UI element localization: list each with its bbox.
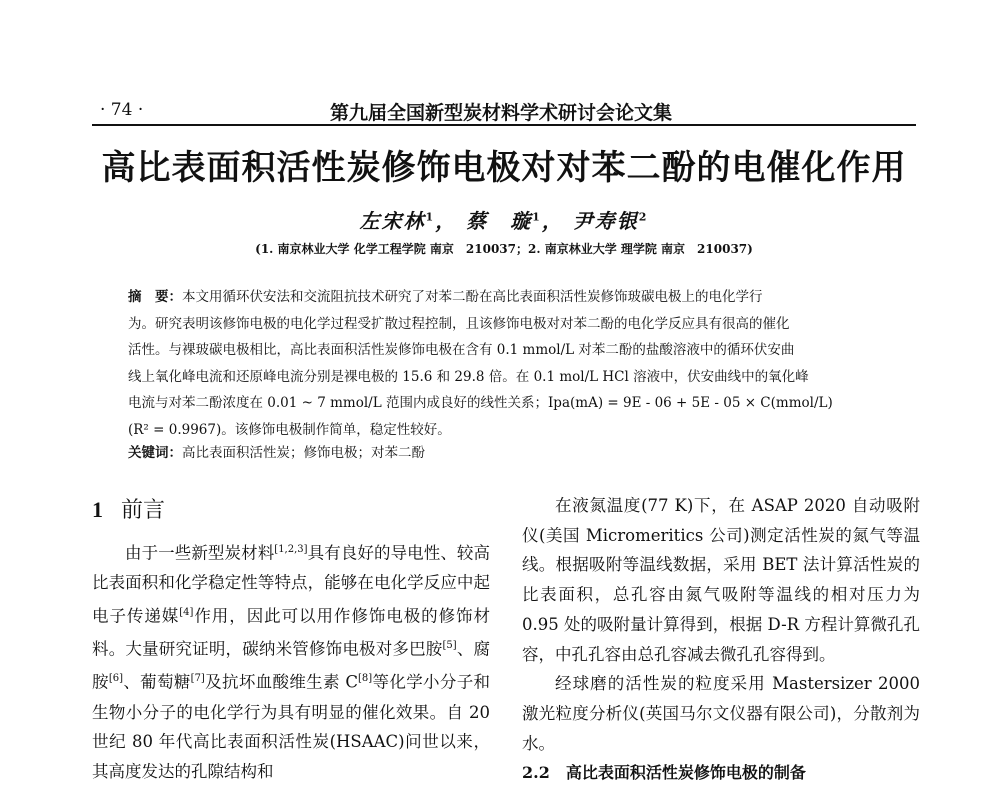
- body-text: 等化学小分子和生物小分子的电化学行为具有明显的催化效果。自 20 世纪 80 年代高比表面积活性炭(HSAAC)问世以来，其高度发达的孔隙结构和: [92, 672, 491, 781]
- author-name: 尹寿银: [572, 209, 639, 233]
- affiliation: (1. 南京林业大学 化学工程学院 南京 210037；2. 南京林业大学 理学院 南京 210037): [255, 242, 753, 256]
- running-title: 第九届全国新型炭材料学术研讨会论文集: [330, 102, 673, 124]
- body-text: 作用，因此可以用作修饰电极的修饰材料。大量研究证明，碳纳米管修饰电极对多巴胺: [92, 606, 491, 659]
- abstract-line: (R² = 0.9967)。该修饰电极制作简单，稳定性较好。: [128, 421, 451, 438]
- abstract-line: 本文用循环伏安法和交流阻抗技术研究了对苯二酚在高比表面积活性炭修饰玻碳电极上的电化学行: [182, 289, 763, 305]
- left-column: [92, 535, 490, 787]
- author-list: [92, 205, 916, 234]
- abstract-line: 为。研究表明该修饰电极的电化学过程受扩散过程控制，且该修饰电极对对苯二酚的电化学反应具有很高的催化: [128, 315, 790, 332]
- citation: [6]: [108, 673, 124, 685]
- abstract-line: 活性。与裸玻碳电极相比，高比表面积活性炭修饰电极在含有 0.1 mmol/L 对苯二酚的盐酸溶液中的循环伏安曲: [128, 342, 795, 358]
- section-heading: [92, 493, 165, 524]
- citation: [1,2,3]: [274, 544, 308, 555]
- body-text: 、葡萄糖: [123, 672, 191, 692]
- citation: [4]: [179, 606, 194, 618]
- right-column: [522, 491, 920, 788]
- method-paragraph: 在液氮温度(77 K)下，在 ASAP 2020 自动吸附仪(美国 Micromeritics 公司)测定活性炭的氮气等温线。根据吸附等温线数据，采用 BET 法计算活性炭的比表面积，总孔容由氮气吸附等温线的相对压力为 0.95 处的吸附量计算得到，根据 D-R 方程计算微孔孔容，中孔孔容由总孔容减去微孔孔容得到。: [522, 496, 920, 664]
- body-text: 、腐胺: [92, 639, 491, 692]
- author-affil-mark: 2: [638, 210, 649, 224]
- paper-title: 高比表面积活性炭修饰电极对对苯二酚的电催化作用: [101, 148, 907, 188]
- abstract-line: 电流与对苯二酚浓度在 0.01 ~ 7 mmol/L 范围内成良好的线性关系；Ipa(mA) = 9E - 06 + 5E - 05 × C(mmol/L): [128, 395, 833, 411]
- keywords: [128, 441, 882, 461]
- author-separator: ，: [435, 209, 458, 233]
- abstract-line: 线上氧化峰电流和还原峰电流分别是裸电极的 15.6 和 29.8 倍。在 0.1 mol/L HCl 溶液中，伏安曲线中的氧化峰: [128, 368, 809, 385]
- author-name: 蔡 璇: [466, 209, 533, 233]
- section-title: 前言: [121, 498, 166, 523]
- author-name: 左宋林: [359, 209, 426, 233]
- keywords-text: 高比表面积活性炭；修饰电极；对苯二酚: [182, 445, 425, 461]
- method-paragraph: 经球磨的活性炭的粒度采用 Mastersizer 2000 激光粒度分析仪(英国马尔文仪器有限公司)，分散剂为水。: [522, 674, 920, 753]
- header-rule: [92, 124, 916, 126]
- body-text: 及抗坏血酸维生素 C: [204, 672, 359, 692]
- author-affil-mark: 1: [425, 210, 436, 224]
- section-number: 1: [92, 497, 103, 522]
- subsection-heading: 2.2 高比表面积活性炭修饰电极的制备: [522, 763, 806, 783]
- abstract-label: 摘 要：: [128, 289, 182, 305]
- body-text: 由于一些新型炭材料: [125, 543, 275, 563]
- keywords-label: 关键词：: [128, 445, 182, 461]
- author-affil-mark: 1: [532, 210, 542, 224]
- intro-paragraph: [92, 535, 490, 787]
- abstract: [128, 284, 882, 443]
- author-separator: ，: [541, 209, 564, 233]
- body-text: 具有良好的导电性、较高比表面积和化学稳定性等特点，能够在电化学反应中起电子传递媒: [92, 543, 491, 626]
- page-number: · 74 ·: [100, 100, 144, 120]
- citation: [7]: [190, 673, 205, 685]
- citation: [8]: [358, 673, 373, 685]
- citation: [5]: [442, 640, 457, 652]
